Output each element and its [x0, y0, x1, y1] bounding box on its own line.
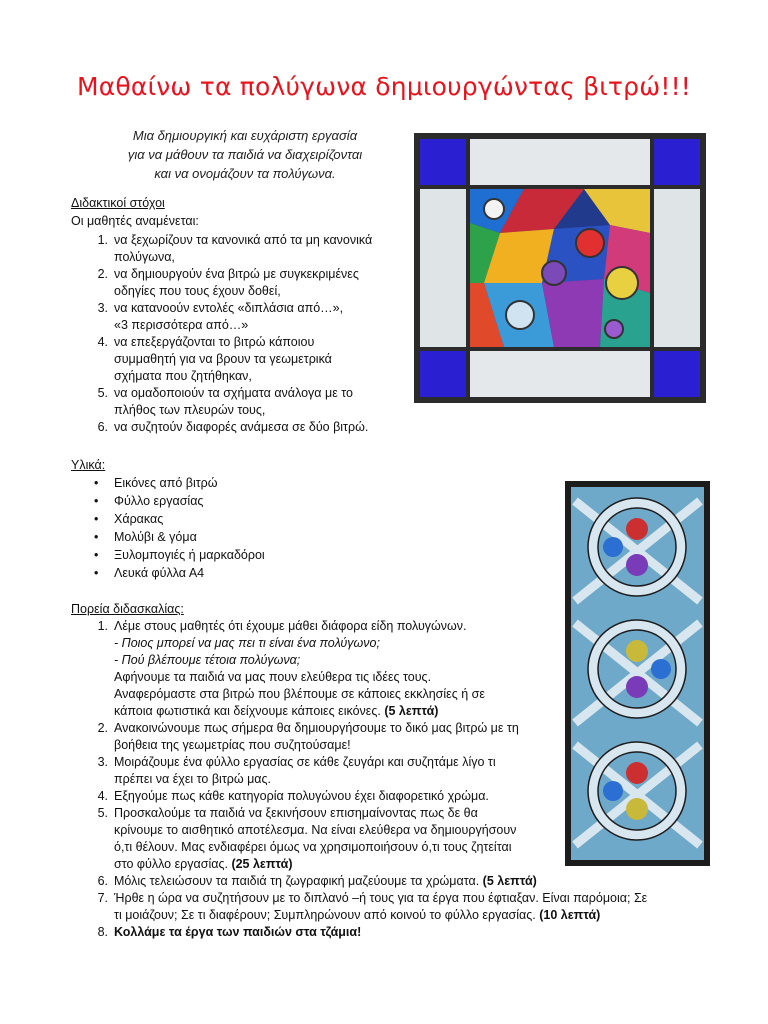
material-label: Φύλλο εργασίας	[114, 494, 204, 508]
goals-subheading: Οι μαθητές αναμένεται:	[71, 214, 199, 228]
procedure-step	[90, 924, 690, 941]
page-title: Μαθαίνω τα πολύγωνα δημιουργώντας βιτρώ!!!	[76, 72, 692, 101]
goal-line: να ξεχωρίζουν τα κανονικά από τα μη κανονικά	[114, 233, 373, 247]
step-text: Ανακοινώνουμε πως σήμερα θα δημιουργήσουμε το δικό μας βιτρώ με τη	[114, 721, 519, 735]
goal-line: οδηγίες που τους έχουν δοθεί,	[114, 284, 281, 298]
bullet-icon: •	[94, 476, 99, 490]
step-text: Λέμε στους μαθητές ότι έχουμε μάθει διάφορα είδη πολυγώνων.	[114, 619, 467, 633]
material-label: Μολύβι & γόμα	[114, 530, 197, 544]
step-text: ό,τι θέλουν. Μας ενδιαφέρει όμως να χρησιμοποιήσουν ό,τι τους ζητείται	[114, 840, 512, 854]
material-item	[90, 510, 390, 528]
step-text: (5 λεπτά)	[482, 874, 537, 888]
procedure-step	[90, 873, 690, 890]
procedure-heading: Πορεία διδασκαλίας:	[71, 602, 184, 616]
step-text: Εξηγούμε πως κάθε κατηγορία πολυγώνου έχει διαφορετικό χρώμα.	[114, 789, 489, 803]
step-text: Μόλις τελειώσουν τα παιδιά τη ζωγραφική μαζεύουμε τα χρώματα.	[114, 874, 483, 888]
step-text: κρίνουμε το αισθητικό αποτέλεσμα. Να είναι ελεύθερα να δημιουργήσουν	[114, 823, 517, 837]
bullet-icon: •	[94, 548, 99, 562]
step-text: (10 λεπτά)	[539, 908, 601, 922]
bullet-icon: •	[94, 512, 99, 526]
goal-line: να επεξεργάζονται το βιτρώ κάποιου	[114, 335, 315, 349]
step-line	[114, 924, 690, 941]
step-text: Αφήνουμε τα παιδιά να μας πουν ελεύθερα τις ιδέες τους.	[114, 670, 432, 684]
material-label: Χάρακας	[114, 512, 164, 526]
stained-glass-celtic-image	[565, 481, 710, 866]
intro-text	[80, 126, 410, 183]
step-number: 6.	[97, 874, 108, 888]
goal-item	[90, 385, 410, 419]
bullet-icon: •	[94, 494, 99, 508]
goal-line: πολύγωνα,	[114, 250, 175, 264]
intro-line: Μια δημιουργική και ευχάριστη εργασία	[132, 128, 358, 143]
step-text: Αναφερόμαστε στα βιτρώ που βλέπουμε σε κάποιες εκκλησίες ή σε	[114, 687, 485, 701]
step-text: (25 λεπτά)	[231, 857, 293, 871]
step-number: 8.	[97, 925, 108, 939]
step-text: - Ποιος μπορεί να μας πει τι είναι ένα πολύγωνο;	[114, 636, 380, 650]
step-line	[114, 890, 690, 907]
bullet-icon: •	[94, 530, 99, 544]
goal-line: πλήθος των πλευρών τους,	[114, 403, 266, 417]
step-text: - Πού βλέπουμε τέτοια πολύγωνα;	[114, 653, 301, 667]
material-label: Εικόνες από βιτρώ	[114, 476, 218, 490]
step-text: τι μοιάζουν; Σε τι διαφέρουν; Συμπληρώνουν από κοινού το φύλλο εργασίας.	[114, 908, 540, 922]
goal-number: 1.	[97, 233, 108, 247]
step-number: 7.	[97, 891, 108, 905]
material-item	[90, 564, 390, 582]
step-text: Προσκαλούμε τα παιδιά να ξεκινήσουν επισημαίνοντας πως δε θα	[114, 806, 478, 820]
step-number: 5.	[97, 806, 108, 820]
procedure-step	[90, 890, 690, 924]
goal-number: 3.	[97, 301, 108, 315]
goal-line: να κατανοούν εντολές «διπλάσια από…»,	[114, 301, 344, 315]
goal-number: 4.	[97, 335, 108, 349]
step-text: (5 λεπτά)	[384, 704, 439, 718]
step-number: 4.	[97, 789, 108, 803]
step-text: Ήρθε η ώρα να συζητήσουν με το διπλανό –ή τους για τα έργα που έφτιαξαν. Είναι παρόμοια; Σε	[114, 891, 648, 905]
step-number: 3.	[97, 755, 108, 769]
materials-list	[90, 474, 390, 582]
material-label: Ξυλομπογιές ή μαρκαδόροι	[114, 548, 265, 562]
intro-line: και να ονομάζουν τα πολύγωνα.	[154, 166, 336, 181]
goal-item	[90, 266, 410, 300]
goal-number: 6.	[97, 420, 108, 434]
goals-list	[90, 232, 410, 436]
goal-line: να δημιουργούν ένα βιτρώ με συγκεκριμένες	[114, 267, 359, 281]
goal-item	[90, 300, 410, 334]
goal-line: να ομαδοποιούν τα σχήματα ανάλογα με το	[114, 386, 353, 400]
goal-line: συμμαθητή για να βρουν τα γεωμετρικά	[114, 352, 332, 366]
material-item	[90, 492, 390, 510]
material-item	[90, 474, 390, 492]
goals-heading: Διδακτικοί στόχοι	[71, 196, 165, 210]
goal-item	[90, 419, 410, 436]
goal-item	[90, 232, 410, 266]
goal-item	[90, 334, 410, 385]
goal-number: 5.	[97, 386, 108, 400]
step-number: 1.	[97, 619, 108, 633]
step-text: Κολλάμε τα έργα των παιδιών στα τζάμια!	[114, 925, 362, 939]
step-line	[114, 873, 690, 890]
materials-heading: Υλικά:	[71, 458, 106, 472]
step-text: βοήθεια της γεωμετρίας που συζητούσαμε!	[114, 738, 351, 752]
step-number: 2.	[97, 721, 108, 735]
material-item	[90, 546, 390, 564]
step-text: στο φύλλο εργασίας.	[114, 857, 232, 871]
goal-line: να συζητούν διαφορές ανάμεσα σε δύο βιτρώ.	[114, 420, 369, 434]
stained-glass-square-image	[414, 133, 706, 403]
goal-number: 2.	[97, 267, 108, 281]
step-text: κάποια φωτιστικά και δείχνουμε κάποιες εικόνες.	[114, 704, 385, 718]
goal-line: «3 περισσότερα από…»	[114, 318, 249, 332]
goal-line: σχήματα που ζητήθηκαν,	[114, 369, 252, 383]
intro-line: για να μάθουν τα παιδιά να διαχειρίζονται	[127, 147, 363, 162]
step-text: πρέπει να έχει το βιτρώ μας.	[114, 772, 272, 786]
step-line	[114, 907, 690, 924]
step-text: Μοιράζουμε ένα φύλλο εργασίας σε κάθε ζευγάρι και συζητάμε λίγο τι	[114, 755, 496, 769]
bullet-icon: •	[94, 566, 99, 580]
material-label: Λευκά φύλλα Α4	[114, 566, 205, 580]
material-item	[90, 528, 390, 546]
